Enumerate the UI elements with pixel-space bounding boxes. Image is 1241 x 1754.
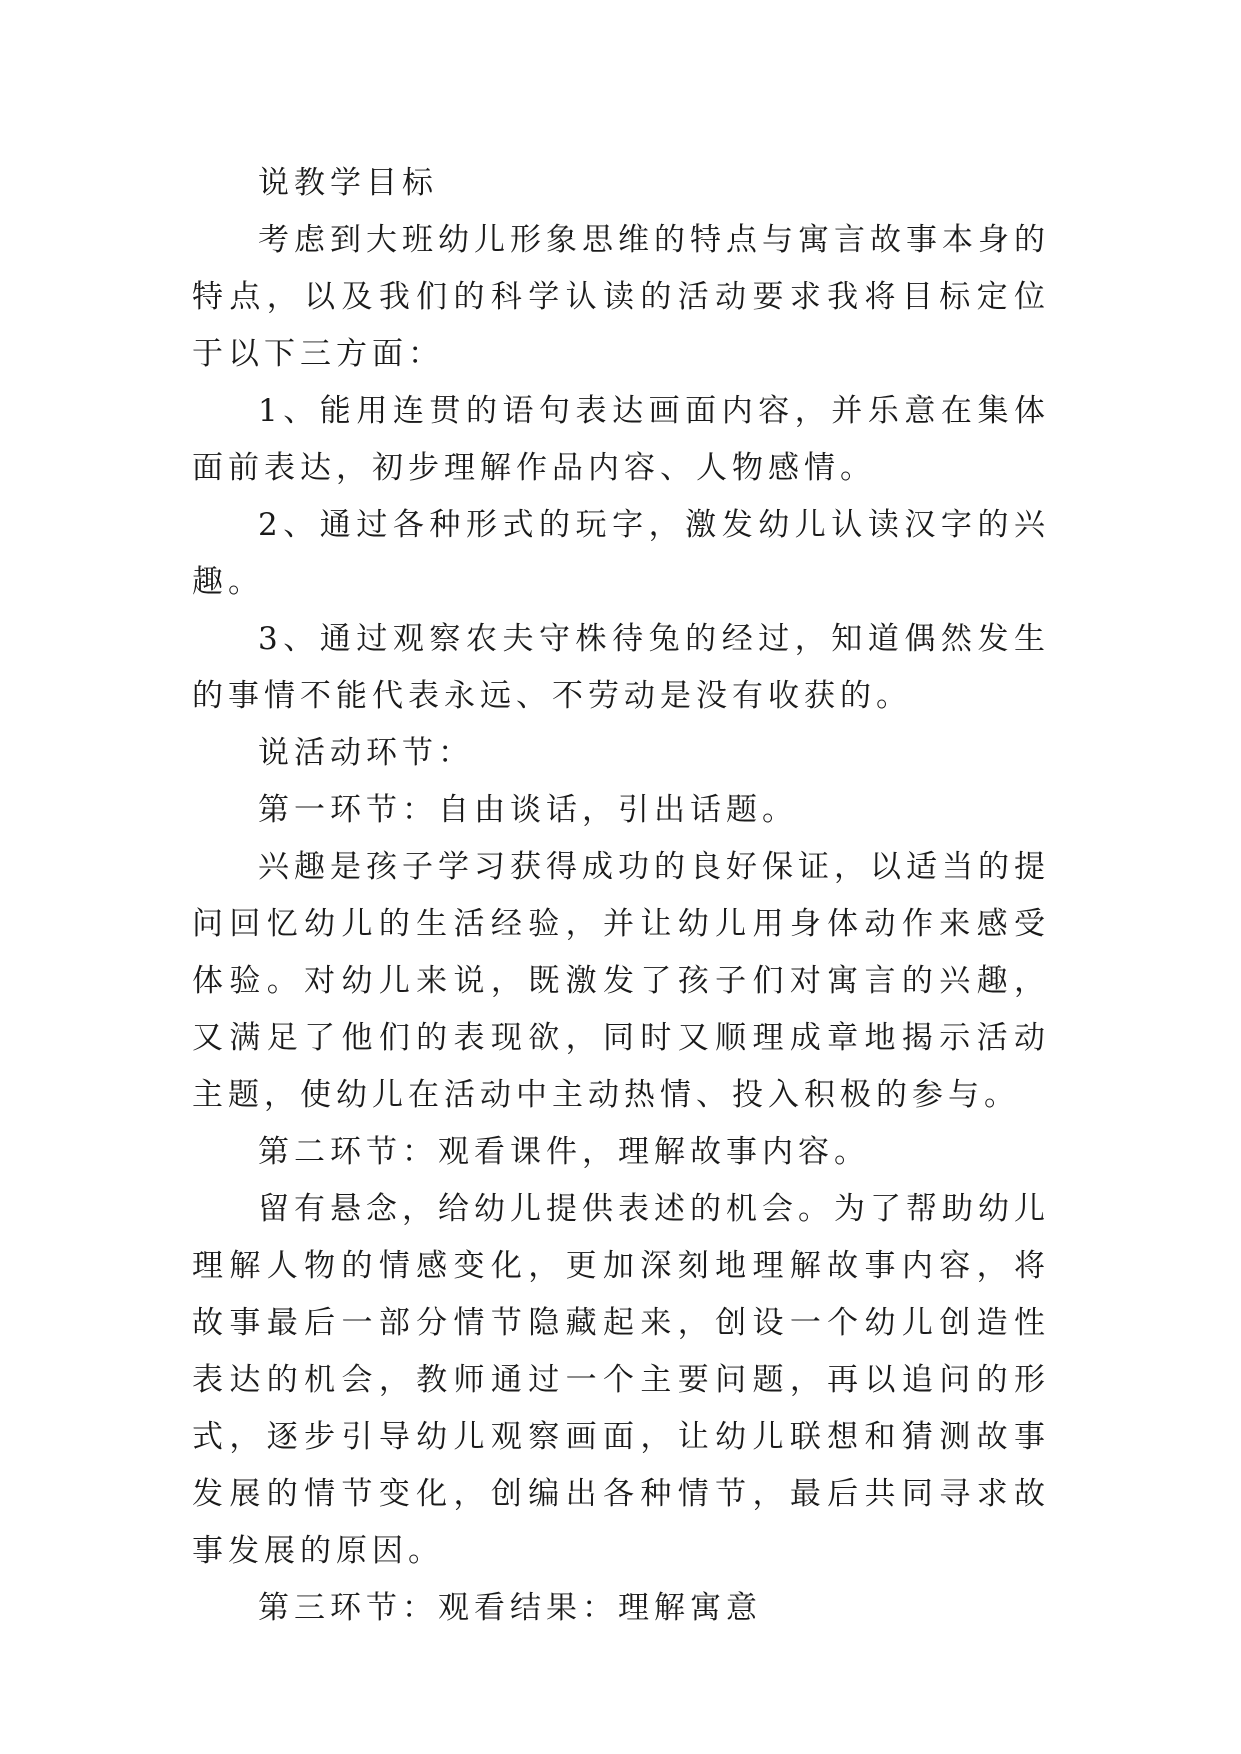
- step-2-title: 第二环节：观看课件，理解故事内容。: [258, 1134, 870, 1170]
- heading-activity-steps: 说活动环节：: [258, 735, 474, 771]
- step-3-title: 第三环节：观看结果：理解寓意: [258, 1590, 762, 1626]
- step-1-body: 兴趣是孩子学习获得成功的良好保证，以适当的提问回忆幼儿的生活经验，并让幼儿用身体动作来感受体验。对幼儿来说，既激发了孩子们对寓言的兴趣，又满足了他们的表现欲，同时又顺理成章地揭示活动主题，使幼儿在活动中主动热情、投入积极的参与。: [192, 849, 1050, 1113]
- document-body: [192, 155, 1050, 1637]
- goal-item-2: 2、通过各种形式的玩字，激发幼儿认读汉字的兴趣。: [192, 507, 1050, 600]
- step-2-body: 留有悬念，给幼儿提供表述的机会。为了帮助幼儿理解人物的情感变化，更加深刻地理解故事内容，将故事最后一部分情节隐藏起来，创设一个幼儿创造性表达的机会，教师通过一个主要问题，再以追问的形式，逐步引导幼儿观察画面，让幼儿联想和猜测故事发展的情节变化，创编出各种情节，最后共同寻求故事发展的原因。: [192, 1191, 1050, 1569]
- goal-item-1: 1、能用连贯的语句表达画面内容，并乐意在集体面前表达，初步理解作品内容、人物感情。: [192, 393, 1050, 486]
- heading-teaching-goals: 说教学目标: [258, 165, 438, 201]
- paragraph-goals-intro: 考虑到大班幼儿形象思维的特点与寓言故事本身的特点，以及我们的科学认读的活动要求我将目标定位于以下三方面：: [192, 222, 1050, 372]
- goal-item-3: 3、通过观察农夫守株待兔的经过，知道偶然发生的事情不能代表永远、不劳动是没有收获的。: [192, 621, 1050, 714]
- step-1-title: 第一环节：自由谈话，引出话题。: [258, 792, 798, 828]
